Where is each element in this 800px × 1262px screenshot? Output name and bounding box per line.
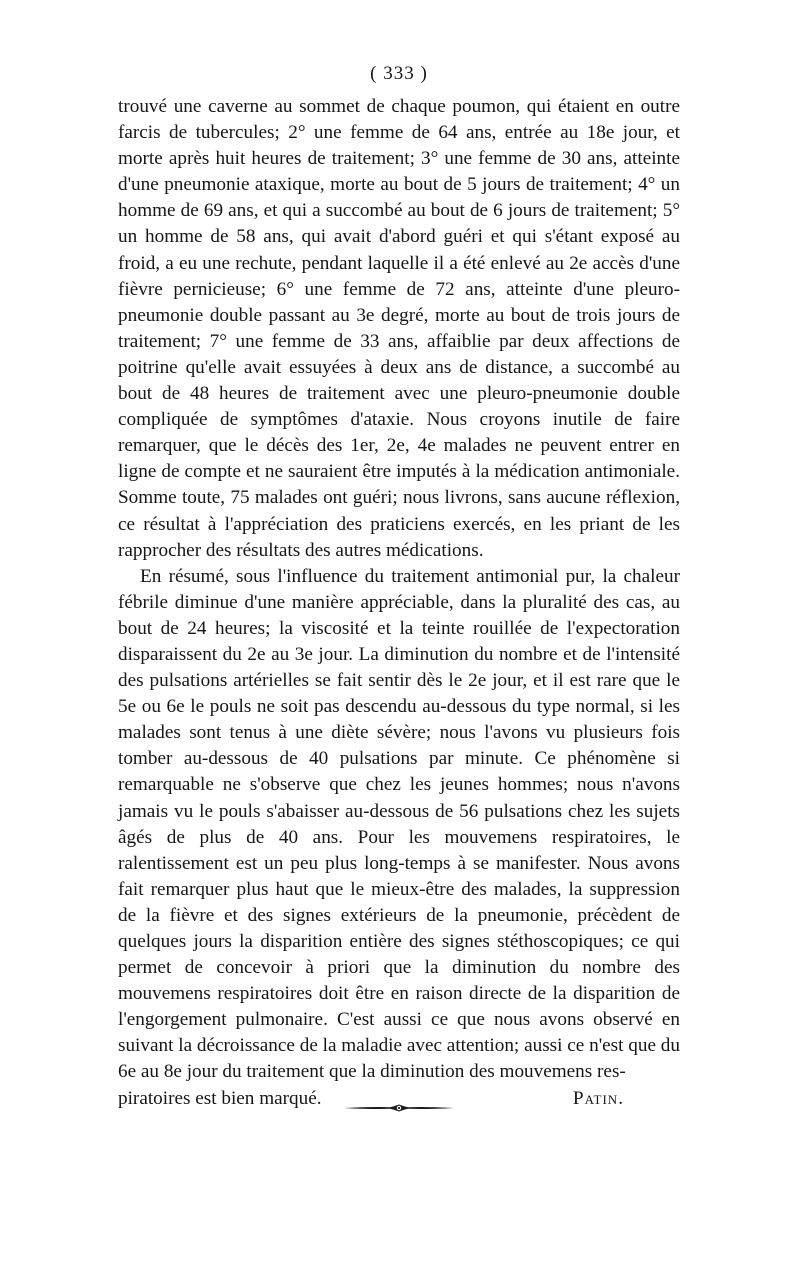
document-page [118,62,680,1112]
author-signature: Patin. [572,1087,624,1109]
closing-line: piratoires est bien marqué. [118,1087,322,1109]
page-number: ( 333 ) [370,63,428,84]
paragraph-summary: En résumé, sous l'influence du traitement antimonial pur, la chaleur fébrile diminue d'une manière appréciable, dans la pluralité des cas, au bout de 24 heures; la viscosité et la teinte rouillée de l'expectoration disparaissent du 2e au 3e jour. La diminution du nombre et de l'intensité des pulsations artérielles se fait sentir dès le 2e jour, et il est rare que le 5e ou 6e le pouls ne soit pas descendu au-dessous du type normal, si les malades sont tenus à une diète sévère; nous l'avons vu plusieurs fois tomber au-dessous de 40 pulsations par minute. Ce phénomène si remarquable ne s'observe que chez les jeunes hommes; nous n'avons jamais vu le pouls s'abaisser au-dessous de 56 pulsations chez les sujets âgés de plus de 40 ans. Pour les mouvemens respiratoires, le ralentissement est un peu plus long-temps à se manifester. Nous avons fait remarquer plus haut que le mieux-être des malades, la suppression de la fièvre et des signes extérieurs de la pneumonie, précèdent de quelques jours la disparition entière des signes stéthoscopiques; ce qui permet de concevoir à priori que la diminution du nombre des mouvemens respiratoires doit être en raison directe de la disparition de l'engorgement pulmonaire. C'est aussi ce que nous avons observé en suivant la décroissance de la maladie avec attention; aussi ce n'est que du 6e au 8e jour du traitement que la diminution des mouvemens res- [118,565,680,1083]
paragraph-continued: trouvé une caverne au sommet de chaque poumon, qui étaient en outre farcis de tubercules; 2° une femme de 64 ans, entrée au 18e jour, et morte après huit heures de traitement; 3° une femme de 30 ans, atteinte d'une pneumonie ataxique, morte au bout de 5 jours de traitement; 4° un homme de 69 ans, et qui a succombé au bout de 6 jours de traitement; 5° un homme de 58 ans, qui avait d'abord guéri et qui s'étant exposé au froid, a eu une rechute, pendant laquelle il a été enlevé au 2e accès d'une fièvre pernicieuse; 6° une femme de 72 ans, atteinte d'une pleuro-pneumonie double passant au 3e degré, morte au bout de trois jours de traitement; 7° une femme de 33 ans, affaiblie par deux affections de poitrine qu'elle avait essuyées à deux ans de distance, a succombé au bout de 48 heures de traitement avec une pleuro-pneumonie double compliquée de symptômes d'ataxie. Nous croyons inutile de faire remarquer, que le décès des 1er, 2e, 4e malades ne peuvent entrer en ligne de compte et ne sauraient être imputés à la médication antimoniale. Somme toute, 75 malades ont guéri; nous livrons, sans aucune réflexion, ce résultat à l'appréciation des praticiens exercés, en les priant de les rapprocher des résultats des autres médications. [118,96,680,561]
body-text [118,94,680,1112]
decorative-rule-icon [342,1103,456,1113]
